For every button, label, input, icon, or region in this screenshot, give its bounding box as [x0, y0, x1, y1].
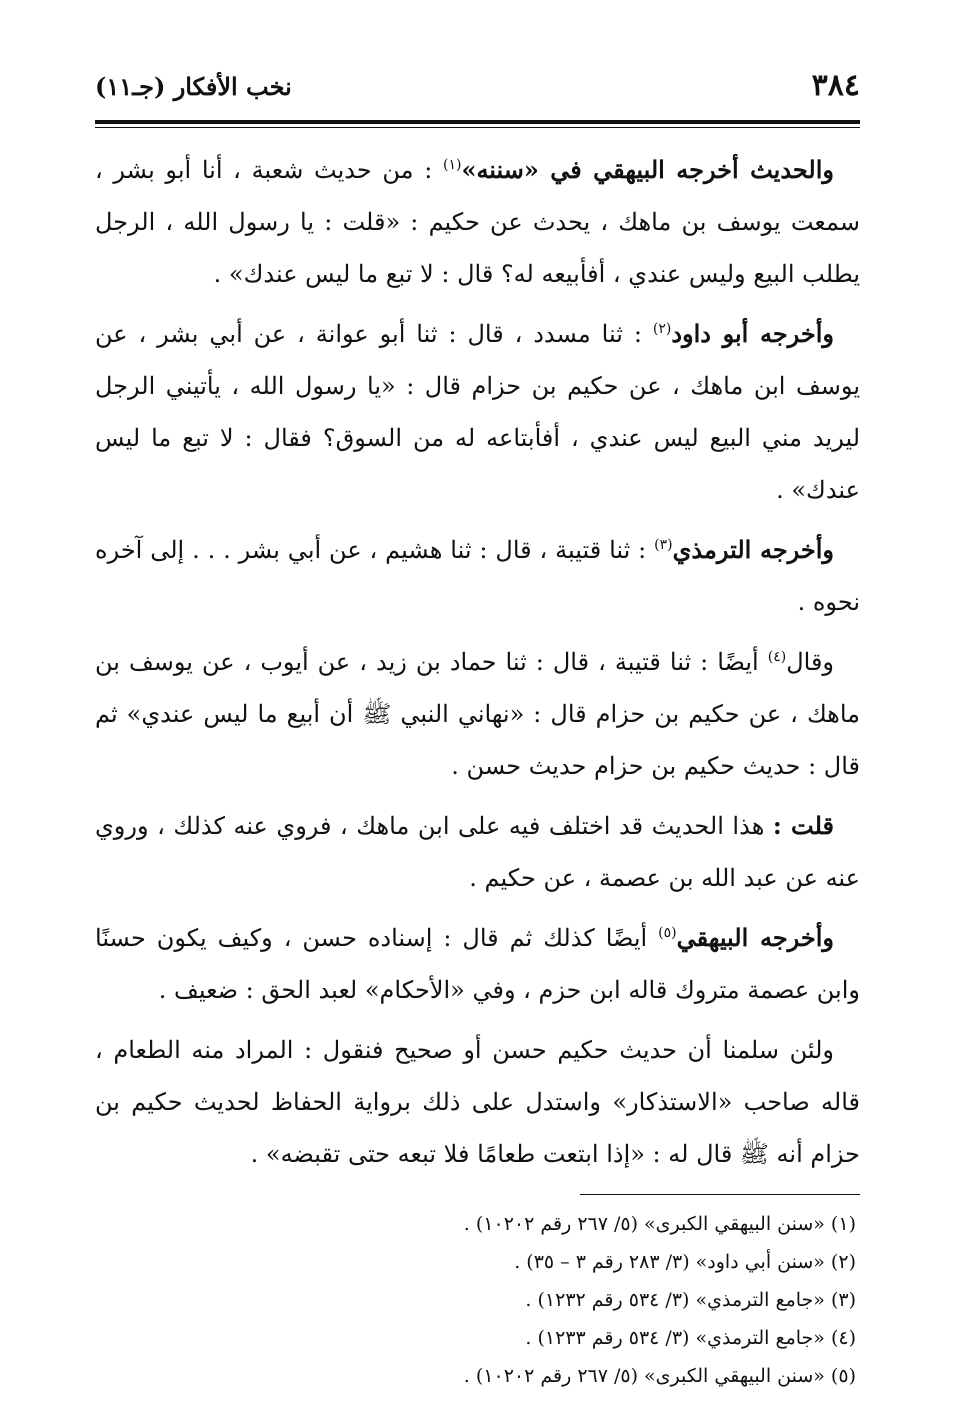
- page-number: ٣٨٤: [811, 68, 860, 103]
- footnote-1: (١) «سنن البيهقي الكبرى» (٥/ ٢٦٧ رقم ١٠٢٠٢) .: [463, 1213, 856, 1235]
- footnote-ref[interactable]: (١): [442, 157, 462, 173]
- footnote-4: (٤) «جامع الترمذي» (٣/ ٥٣٤ رقم ١٢٣٣) .: [525, 1327, 856, 1349]
- paragraph-text: أيضًا كذلك ثم قال : إسناده حسن ، وكيف يكون حسنًا وابن عصمة متروك قاله ابن حزم ، وفي «الأحكام» لعبد الحق : ضعيف .: [95, 924, 860, 1004]
- paragraph-7: [95, 1024, 860, 1180]
- paragraph-text: : من حديث شعبة ، أنا أبو بشر ، سمعت يوسف بن ماهك ، يحدث عن حكيم : «قلت : يا رسول الله ، الرجل يطلب البيع وليس عندي ، أفأبيعه له؟ قال : لا تبع ما ليس عندك» .: [95, 156, 860, 288]
- paragraph-5: [95, 800, 860, 904]
- main-text: [95, 144, 860, 1180]
- paragraph-text: هذا الحديث قد اختلف فيه على ابن ماهك ، فروي عنه كذلك ، وروي عنه عن عبد الله بن عصمة ، عن حكيم .: [95, 812, 860, 892]
- footnote-2: (٢) «سنن أبي داود» (٣/ ٢٨٣ رقم ٣ – ٣٥) .: [514, 1251, 856, 1273]
- header-rule-thick: [95, 120, 860, 124]
- paragraph-6: [95, 912, 860, 1016]
- paragraph-text: : ثنا قتيبة ، قال : ثنا هشيم ، عن أبي بشر . . . إلى آخره نحوه .: [95, 536, 860, 616]
- paragraph-lead: والحديث أخرجه البيهقي في «سننه»: [461, 155, 834, 184]
- footnotes: [95, 1205, 860, 1395]
- paragraph-text: : ثنا مسدد ، قال : ثنا أبو عوانة ، عن أبي بشر ، عن يوسف ابن ماهك ، عن حكيم بن حزام قال : «يا رسول الله ، يأتيني الرجل ليريد مني البيع ليس عندي ، أفأبتاعه له من السوق؟ فقال : لا تبع ما ليس عندك» .: [95, 320, 861, 504]
- paragraph-text: ولئن سلمنا أن حديث حكيم حسن أو صحيح فنقول : المراد منه الطعام ، قاله صاحب «الاستذكار» واستدل على ذلك برواية الحفاظ لحديث حكيم بن حزام أنه ﷺ قال له : «إذا ابتعت طعامًا فلا تبعه حتى تقبضه» .: [95, 1036, 860, 1168]
- paragraph-lead: وأخرجه أبو داود: [671, 319, 835, 348]
- paragraph-lead: وأخرجه الترمذي: [672, 535, 834, 564]
- header-rule-thin: [95, 127, 860, 128]
- paragraph-lead: وأخرجه البيهقي: [676, 923, 834, 952]
- footnote-ref[interactable]: (٤): [767, 649, 787, 665]
- running-title: نخب الأفكار (جـ١١): [95, 72, 292, 101]
- footnote-3: (٣) «جامع الترمذي» (٣/ ٥٣٤ رقم ١٢٣٢) .: [525, 1289, 856, 1311]
- footnote-separator: [580, 1194, 860, 1195]
- paragraph-pre: وقال: [786, 648, 835, 676]
- footnote-ref[interactable]: (٣): [654, 537, 673, 553]
- paragraph-3: [95, 524, 860, 628]
- paragraph-4: [95, 636, 860, 792]
- page-header: [95, 68, 860, 114]
- footnote-5: (٥) «سنن البيهقي الكبرى» (٥/ ٢٦٧ رقم ١٠٢٠٢) .: [463, 1365, 856, 1387]
- paragraph-text: أيضًا : ثنا قتيبة ، قال : ثنا حماد بن زيد ، عن أيوب ، عن يوسف بن ماهك ، عن حكيم بن حزام قال : «نهاني النبي ﷺ أن أبيع ما ليس عندي» ثم قال : حديث حكيم بن حزام حديث حسن .: [95, 648, 860, 780]
- paragraph-lead: قلت :: [772, 811, 834, 840]
- footnote-ref[interactable]: (٢): [652, 321, 672, 337]
- paragraph-2: [95, 308, 860, 516]
- paragraph-1: [95, 144, 860, 300]
- footnote-ref[interactable]: (٥): [658, 925, 677, 941]
